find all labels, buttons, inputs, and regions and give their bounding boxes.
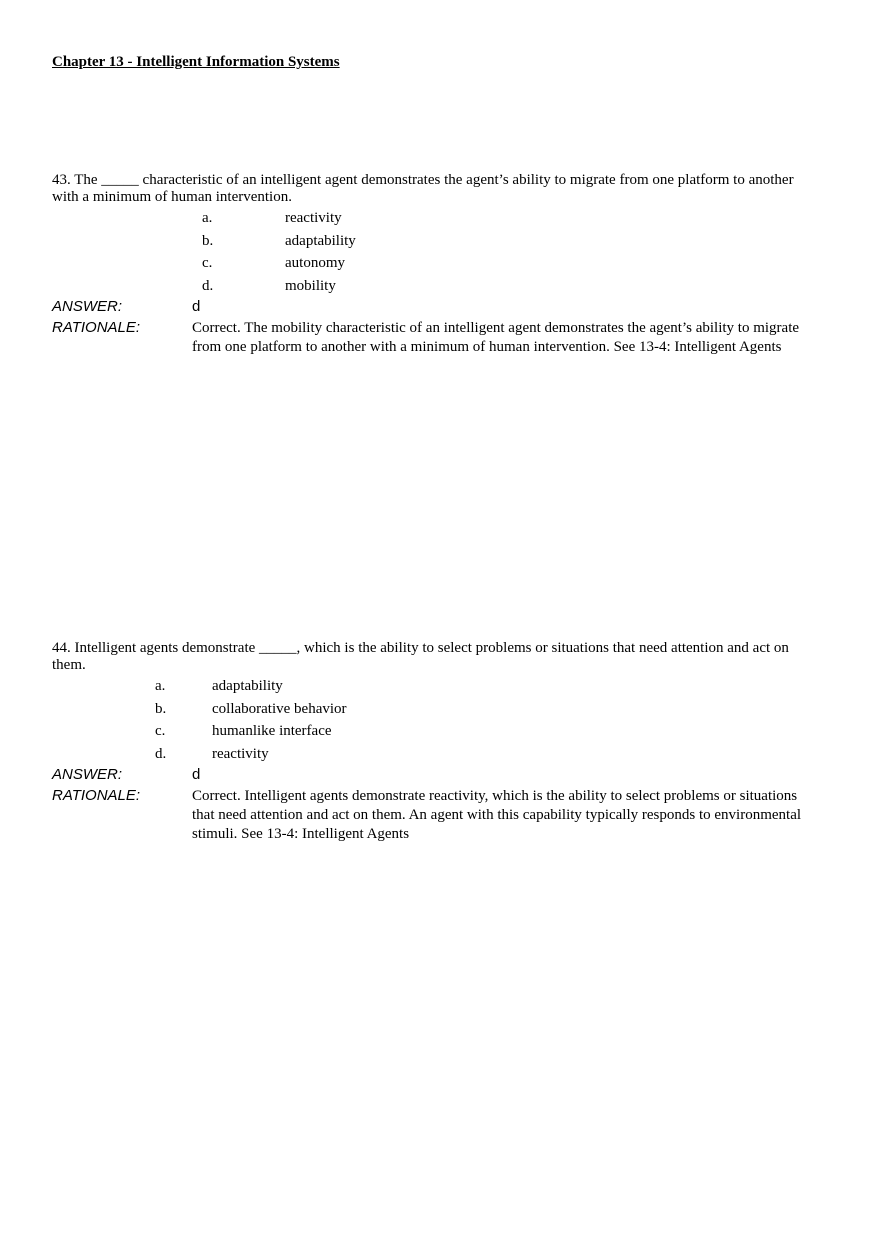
rationale-label: RATIONALE: — [52, 319, 141, 336]
question-stem: 44. Intelligent agents demonstrate _____, which is the ability to select problems or situations that need attention and act on them. — [52, 640, 789, 673]
option-text: reactivity — [285, 210, 342, 226]
rationale-row — [52, 786, 822, 844]
option-letter: c. — [202, 255, 213, 271]
question-stem: 43. The _____ characteristic of an intelligent agent demonstrates the agent’s ability to migrate from one platform to another with a minimum of human intervention. — [52, 172, 794, 205]
option-d — [52, 743, 822, 766]
rationale-text: Correct. The mobility characteristic of an intelligent agent demonstrates the agent’s ability to migrate from one platform to another with a minimum of human intervention. See 13-4: Intelligent Agents — [192, 320, 800, 355]
option-text: adaptability — [285, 232, 356, 249]
rationale-label: RATIONALE: — [52, 787, 141, 804]
answer-label: ANSWER: — [52, 298, 123, 315]
question-44 — [52, 640, 822, 844]
rationale-text: Correct. Intelligent agents demonstrate reactivity, which is the ability to select problems or situations that need attention and act on them. An agent with this capability typically responds to environmental stimuli. See 13-4: Intelligent Agents — [192, 788, 802, 842]
option-text: humanlike interface — [212, 723, 332, 739]
option-a — [52, 675, 822, 698]
option-letter: d. — [155, 745, 167, 762]
option-a — [52, 207, 822, 230]
option-c — [52, 720, 822, 743]
option-letter: a. — [202, 210, 213, 226]
option-c — [52, 252, 822, 275]
option-list — [52, 207, 822, 297]
answer-label: ANSWER: — [52, 766, 123, 783]
answer-value: d — [192, 766, 201, 783]
question-43 — [52, 172, 822, 357]
answer-row — [52, 297, 822, 318]
answer-value: d — [192, 298, 201, 315]
option-b — [52, 698, 822, 721]
option-letter: c. — [155, 723, 166, 739]
option-d — [52, 275, 822, 298]
option-text: reactivity — [212, 745, 269, 762]
option-text: mobility — [285, 277, 336, 294]
option-text: adaptability — [212, 678, 283, 694]
option-letter: b. — [155, 700, 167, 717]
chapter-title: Chapter 13 - Intelligent Information Systems — [52, 54, 340, 70]
option-letter: d. — [202, 277, 214, 294]
option-list — [52, 675, 822, 765]
option-b — [52, 230, 822, 253]
rationale-row — [52, 318, 822, 357]
option-text: collaborative behavior — [212, 700, 347, 717]
option-letter: a. — [155, 678, 166, 694]
option-letter: b. — [202, 232, 214, 249]
option-text: autonomy — [285, 255, 345, 271]
answer-row — [52, 765, 822, 786]
